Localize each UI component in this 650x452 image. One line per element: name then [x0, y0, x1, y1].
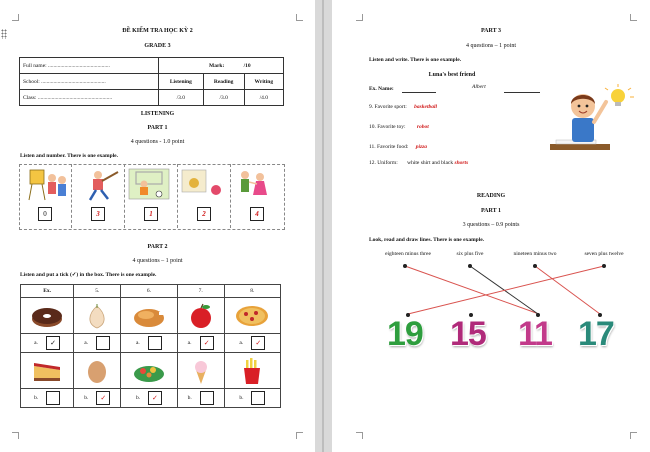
row-b-ex: b.	[21, 389, 74, 408]
row-a-6: a.	[121, 334, 177, 353]
match-dot[interactable]	[602, 264, 606, 268]
story-title: Luna's best friend	[428, 72, 476, 78]
tick-box[interactable]: ✓	[148, 391, 162, 405]
crop-mark	[296, 14, 303, 21]
row-b-8: b.	[224, 389, 280, 408]
part2-table	[20, 284, 281, 408]
part1-instruction: Listen and number. There is one example.	[20, 153, 118, 159]
tick-box[interactable]	[251, 391, 265, 405]
col-header-5: 5.	[74, 285, 121, 298]
answer-10[interactable]: robot	[416, 124, 429, 130]
number-11: 11	[518, 315, 552, 353]
question-12: 12. Uniform: white shirt and black shorts	[369, 160, 469, 166]
answer-9[interactable]: basketball	[414, 104, 438, 110]
crop-mark	[630, 14, 637, 21]
crop-mark	[12, 14, 19, 21]
question-11: 11. Favorite food: pizza	[369, 144, 428, 150]
part3-points: 4 questions – 1 point	[465, 43, 516, 49]
row-b-5: b. ✓	[74, 389, 121, 408]
match-dot[interactable]	[468, 264, 472, 268]
listening-score: /3.0	[159, 90, 204, 106]
donut-picture	[21, 298, 74, 334]
crop-mark	[296, 432, 303, 439]
tick-box[interactable]	[46, 391, 60, 405]
col-header-6: 6.	[121, 285, 177, 298]
row-a-5: a.	[74, 334, 121, 353]
dancing-kids-picture	[241, 171, 267, 195]
full-name-field[interactable]: Full name: .............................................	[20, 58, 159, 74]
phrase-3: nineteen minus two	[513, 251, 557, 257]
tick-box[interactable]: ✓	[251, 336, 265, 350]
col-header-ex: Ex.	[21, 285, 74, 298]
writing-score: /4.0	[244, 90, 283, 106]
col-header-8: 8.	[224, 285, 280, 298]
part1-title: PART 1	[147, 125, 168, 131]
answer-box-2[interactable]: 1	[144, 207, 158, 221]
reading-part1-title: PART 1	[480, 208, 502, 214]
reading-title: READING	[476, 193, 506, 199]
match-dot[interactable]	[403, 264, 407, 268]
tick-box[interactable]	[148, 336, 162, 350]
onion-picture	[74, 298, 121, 334]
reading-part1-points: 3 questions – 0.9 points	[462, 222, 520, 228]
answer-box-1[interactable]: 3	[91, 207, 105, 221]
answer-line	[504, 92, 540, 93]
tick-box[interactable]: ✓	[200, 336, 214, 350]
reading-instruction: Look, read and draw lines. There is one example.	[369, 237, 485, 243]
student-info-table	[19, 57, 284, 106]
question-9: 9. Favorite sport: basketball	[369, 104, 438, 110]
tick-box[interactable]: ✓	[96, 391, 110, 405]
mark-label: Mark:	[209, 62, 225, 69]
answer-12[interactable]: shorts	[454, 160, 469, 166]
tick-box[interactable]: ✓	[46, 336, 60, 350]
mark-total: /10	[243, 62, 251, 69]
row-a-8: a. ✓	[224, 334, 280, 353]
crop-mark	[630, 432, 637, 439]
crop-mark	[356, 14, 363, 21]
egg-picture	[74, 353, 121, 389]
part3-title: PART 3	[480, 28, 502, 34]
ball-picture	[182, 170, 221, 195]
number-17: 17	[578, 315, 614, 353]
col-header-7: 7.	[177, 285, 224, 298]
answer-11[interactable]: pizza	[415, 144, 428, 150]
writing-header: Writing	[244, 74, 283, 90]
question-10: 10. Favorite toy: robot	[369, 124, 429, 130]
part2-instruction: Listen and put a tick (✓) in the box. There is one example.	[20, 272, 157, 278]
answer-box-4[interactable]: 4	[250, 207, 264, 221]
number-15: 15	[450, 315, 486, 353]
crop-mark	[356, 432, 363, 439]
exam-title: ĐỀ KIỂM TRA HỌC KỲ 2	[122, 28, 193, 34]
cake-picture	[21, 353, 74, 389]
number-19: 19	[387, 315, 423, 353]
boy-idea-illustration	[546, 82, 638, 166]
school-field[interactable]: School: ...............................................	[20, 74, 159, 90]
crop-mark	[12, 432, 19, 439]
phrase-1: eighteen minus three	[385, 251, 431, 257]
grade-label: GRADE 3	[144, 43, 171, 49]
reading-header: Reading	[203, 74, 244, 90]
baseball-player-picture	[90, 171, 118, 200]
phrase-4: seven plus twelve	[584, 251, 624, 257]
part3-instruction: Listen and write. There is one example.	[369, 57, 462, 63]
roast-chicken-picture	[121, 298, 177, 334]
page-divider	[322, 0, 324, 452]
class-field[interactable]: Class: ......................................................	[20, 90, 159, 106]
part1-points: 4 questions - 1.0 point	[130, 139, 185, 145]
answer-box-3[interactable]: 2	[197, 207, 211, 221]
row-a-7: a. ✓	[177, 334, 224, 353]
mark-cell	[159, 58, 284, 74]
part1-pictures	[20, 166, 282, 204]
reading-score: /3.0	[203, 90, 244, 106]
answer-box-example[interactable]: 0	[38, 207, 52, 221]
right-page	[332, 0, 650, 452]
matching-lines	[332, 260, 650, 320]
row-b-6: b. ✓	[121, 389, 177, 408]
pizza-picture	[224, 298, 280, 334]
part2-title: PART 2	[147, 244, 168, 250]
match-dot[interactable]	[533, 264, 537, 268]
football-picture	[129, 169, 169, 199]
tick-box[interactable]	[200, 391, 214, 405]
listening-title: LISTENING	[140, 111, 175, 117]
left-page	[0, 0, 315, 452]
part2-points: 4 questions – 1 point	[132, 258, 183, 264]
listening-header: Listening	[159, 74, 204, 90]
painting-kids-picture	[29, 170, 66, 200]
apple-picture	[177, 298, 224, 334]
french-fries-picture	[224, 353, 280, 389]
phrase-2: six plus five	[456, 251, 484, 257]
example-label: Ex. Name:	[369, 86, 394, 92]
answer-line	[402, 92, 436, 93]
ice-cream-picture	[177, 353, 224, 389]
example-answer: Albert	[472, 84, 486, 90]
row-a-ex: a. ✓	[21, 334, 74, 353]
tick-box[interactable]	[96, 336, 110, 350]
salad-picture	[121, 353, 177, 389]
row-b-7: b.	[177, 389, 224, 408]
